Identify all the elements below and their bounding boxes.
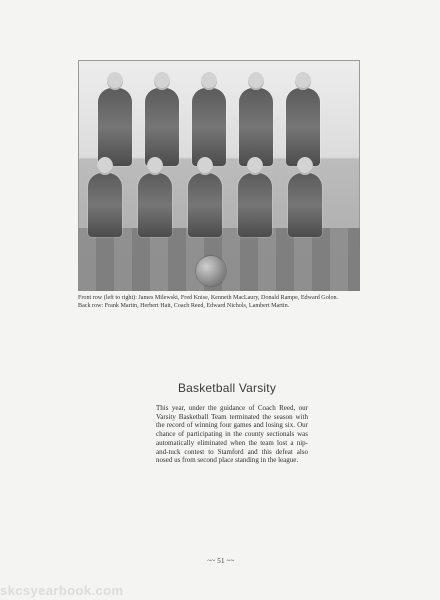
player-figure — [288, 173, 322, 237]
player-figure — [286, 88, 320, 166]
player-figure — [238, 173, 272, 237]
team-photo — [78, 60, 360, 291]
player-head — [154, 72, 170, 90]
player-figure — [239, 88, 273, 166]
player-figure — [98, 88, 132, 166]
player-head — [107, 72, 123, 90]
caption-back-row: Back row: Frank Martin, Herbert Hait, Coach Reed, Edward Nichols, Lambert Martin. — [78, 303, 290, 309]
player-head — [201, 72, 217, 90]
player-head — [97, 157, 113, 175]
watermark-text: skcsyearbook.com — [0, 583, 124, 598]
player-head — [248, 72, 264, 90]
player-head — [147, 157, 163, 175]
player-figure — [192, 88, 226, 166]
player-figure — [188, 173, 222, 237]
photo-caption — [78, 294, 360, 310]
player-figure — [145, 88, 179, 166]
player-head — [247, 157, 263, 175]
page-number: ~~ 51 ~~ — [207, 557, 235, 565]
player-figure — [88, 173, 122, 237]
section-body: This year, under the guidance of Coach Reed, our Varsity Basketball Team terminated the season with the record of winning four games and losing six. Our chance of participating in the county sectionals was automatically eliminated when the team lost a nip-and-tuck contest to Stamford and this defeat also nosed us from second place standing in the league. — [156, 404, 308, 465]
player-head — [295, 72, 311, 90]
player-head — [197, 157, 213, 175]
player-figure — [138, 173, 172, 237]
section-title: Basketball Varsity — [177, 381, 277, 395]
basketball-icon — [196, 256, 226, 286]
player-head — [297, 157, 313, 175]
caption-front-row: Front row (left to right): James Milewski, Fred Knise, Kenneth MacLaury, Donald Rampe, Edward Golon. — [78, 295, 339, 301]
